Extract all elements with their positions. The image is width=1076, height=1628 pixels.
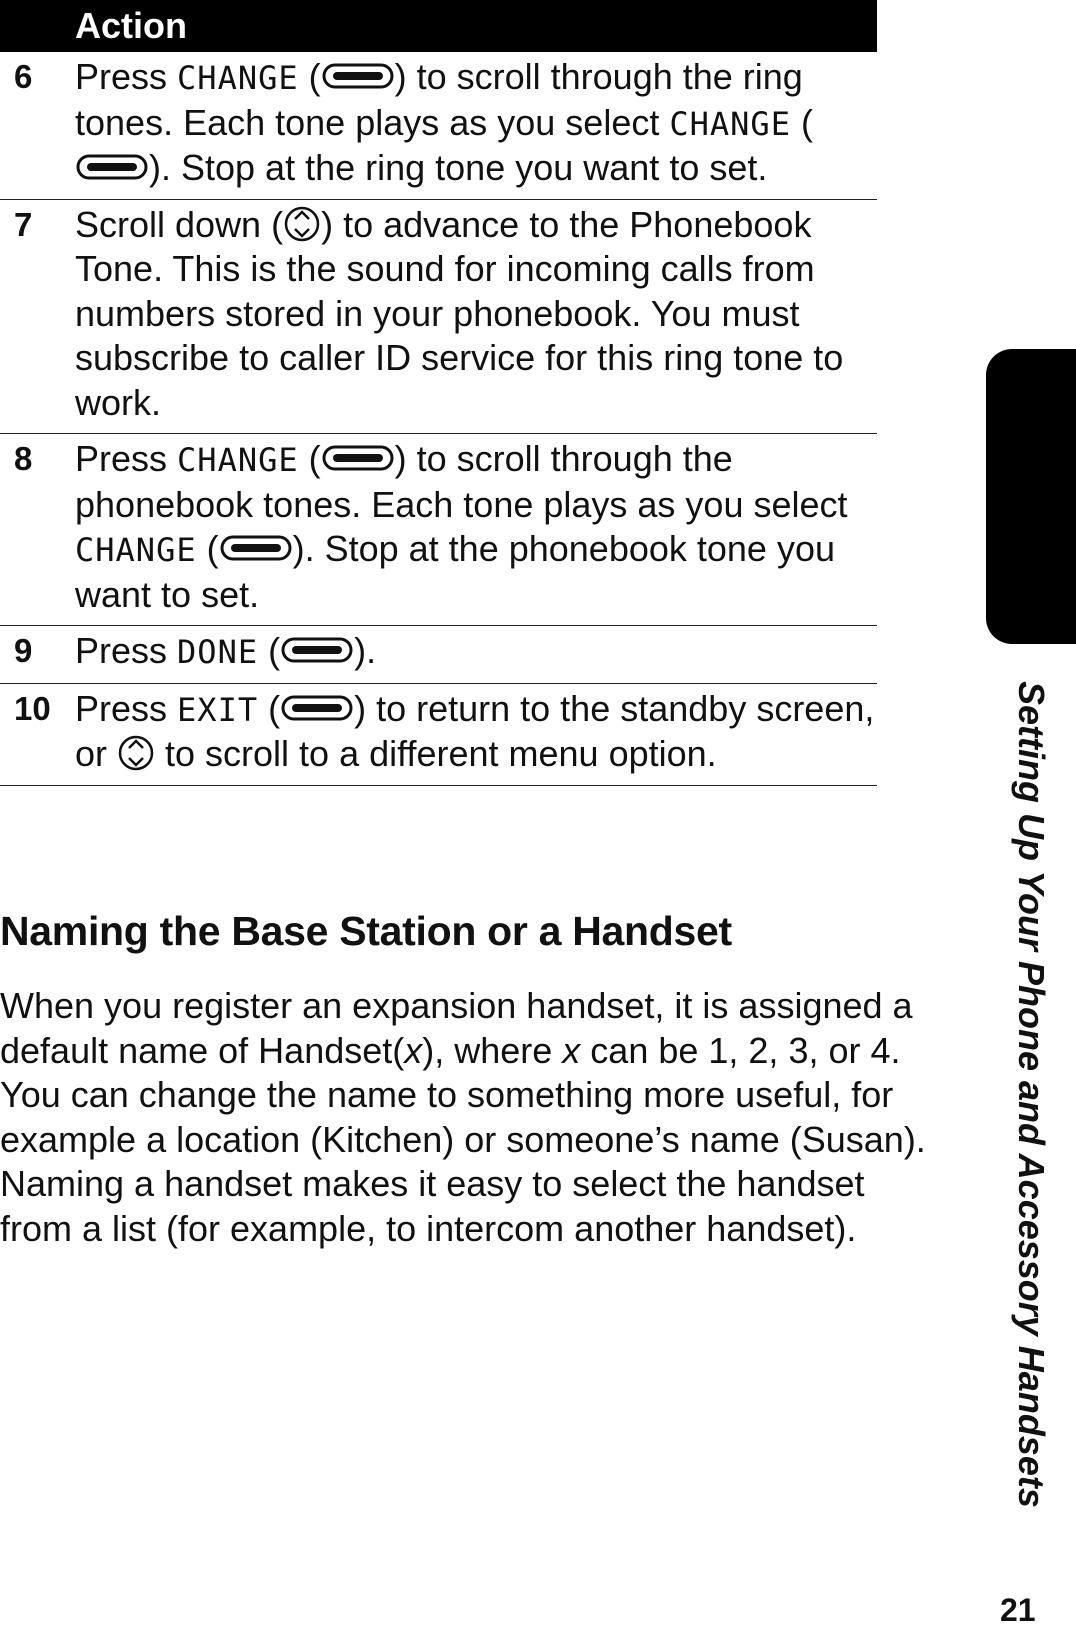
text-run: ). Stop at the phonebook tone you want to set. [75,528,836,615]
softkey-icon [322,63,394,89]
text-run: can be 1, 2, 3, or 4. You can change the name to something more useful, for example a location (Kitchen) or someone’s name (Susan). Naming a handset makes it easy to select the handset from a list (for example, to intercom another handset). [0,1029,926,1249]
text-run: ) to scroll through the ring tones. Each tone plays as you select [75,56,803,143]
text-run: Press [75,56,178,97]
scroll-key-icon [118,733,154,773]
step-number: 9 [14,632,33,669]
text-run: ( [298,56,321,97]
text-run: Press [75,630,178,671]
table-row [0,52,877,200]
steps-table [0,0,877,786]
softkey-label: CHANGE [177,59,299,97]
step-number: 8 [14,440,33,477]
step-number: 7 [14,205,33,243]
softkey-label: CHANGE [75,531,197,569]
step-text [75,203,877,426]
text-run: ) to return to the standby screen, or [75,687,875,774]
softkey-label: EXIT [177,690,259,729]
chapter-tab [986,349,1076,644]
text-run: When you register an expansion handset, it is assigned a default name of Handset( [0,985,913,1071]
table-row [0,200,877,435]
softkey-label: DONE [177,633,259,671]
section-heading: Naming the Base Station or a Handset [0,908,732,954]
text-run: ). [354,630,377,671]
chapter-title: Setting Up Your Phone and Accessory Handsets [1011,681,1052,1508]
table-row [0,684,877,786]
table-body [0,52,877,786]
text-run: ). Stop at the ring tone you want to set. [149,147,768,188]
step-text [75,55,877,191]
step-text [75,629,877,675]
step-number: 6 [14,58,33,95]
variable-text: x [404,1029,423,1071]
step-text [75,687,877,777]
step-number: 10 [14,689,51,727]
text-run: ) to advance to the Phonebook Tone. This is the sound for incoming calls from numbers stored in your phonebook. You must subscribe to caller ID service for this ring tone to work. [75,203,844,423]
softkey-label: CHANGE [669,104,791,143]
text-run: ( [298,438,321,479]
text-run: ) to scroll through the phonebook tones. Each tone plays as you select [75,438,848,525]
table-header: Action [0,0,877,52]
text-run: ( [196,528,219,569]
softkey-icon [281,637,353,663]
text-run: Press [75,687,178,729]
section-paragraph [0,984,930,1251]
text-run: ( [258,630,281,671]
scroll-key-icon [284,204,320,244]
text-run: Press [75,438,178,479]
softkey-icon [281,695,353,721]
step-text [75,437,877,617]
variable-text: x [562,1029,581,1071]
text-run: ( [790,101,813,143]
softkey-icon [76,154,148,180]
table-row [0,626,877,684]
text-run: ( [258,687,281,729]
table-row [0,434,877,626]
softkey-icon [220,535,292,561]
text-run: Scroll down ( [75,203,284,245]
page-number: 21 [1000,1592,1036,1628]
text-run: to scroll to a different menu option. [155,733,717,774]
softkey-label: CHANGE [177,441,299,479]
text-run: ), where [422,1029,563,1071]
softkey-icon [322,445,394,471]
